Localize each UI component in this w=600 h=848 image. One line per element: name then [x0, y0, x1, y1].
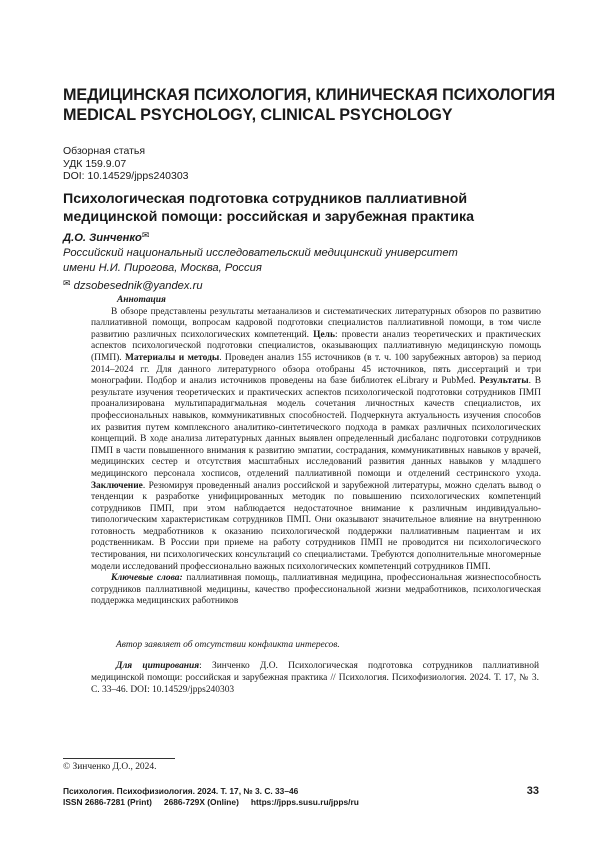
- conclusion-text: . Резюмируя проведенный анализ российской и зарубежной литературы, можно сделать вывод о тенденции к разработке унифицированных методик по повышению психологических компетенций сотрудников ПМП, при этом наблюдается недостаточное внимание к различным индивидуально-типологическим характеристикам сотрудников ПМП. Они оказывают значительное влияние на внутреннюю готовность медработников к оказанию психологической поддержки паллиативным пациентам и их родственникам. В России при приеме на работу сотрудников ПМП не проводится ни психологического тестирования, ни психологических консультаций со специалистами. Требуются дополнительные многомерные модели исследований профессионально важных психологических компетенций сотрудников ПМП.: [91, 481, 541, 572]
- conflict-statement: Автор заявляет об отсутствии конфликта интересов.: [116, 640, 340, 650]
- abstract: [91, 295, 541, 608]
- abstract-heading: Аннотация: [91, 295, 541, 307]
- page-footer: [63, 786, 539, 808]
- footnote-divider: [63, 758, 175, 759]
- results-text: . В результате изучения теоретических и практических аспектов психологической подготовки сотрудников ПМП проанализирована мультипарадигмальная модель сочетания личностных качеств специалистов, их профессиональных навыков, коммуникативных способностей. Подчеркнута актуальность изучения способов их развития путем комплексного аналитико-синтетического подхода в рамках различных психологических концепций. В ходе анализа литературных данных выявлен определенный дисбаланс подготовки сотрудников ПМП в части повышенного внимания к развитию эмпатии, сострадания, коммуникативных навыков у врачей, медицинских сестер и отсутствия масштабных исследований развития данных навыков у младшего медицинского персонала хосписов, отделений паллиативной помощи и отделений сестринского ухода.: [91, 376, 541, 479]
- conclusion-label: Заключение: [91, 481, 143, 491]
- article-meta: [63, 145, 189, 183]
- citation-label: Для цитирования: [116, 661, 199, 671]
- author-email[interactable]: dzsobesednik@yandex.ru: [74, 280, 203, 292]
- footer-url[interactable]: https://jpps.susu.ru/jpps/ru: [251, 797, 359, 807]
- envelope-icon: ✉: [142, 230, 150, 240]
- abstract-intro: В обзоре представлены результаты метаанализов и систематических литературных обзоров по развитию паллиативной помощи, вопросам кадровой подготовки специалистов паллиативной помощи, в том числе развитию различных психологических компетенций.: [91, 307, 541, 340]
- article-type: Обзорная статья: [63, 145, 189, 158]
- page-number: 33: [527, 786, 539, 797]
- doi: DOI: 10.14529/jpps240303: [63, 170, 189, 183]
- section-heading: [63, 86, 563, 125]
- author-block: [63, 228, 458, 294]
- author-name: Д.О. Зинченко: [63, 232, 142, 244]
- footer-issn-online: 2686-729X (Online): [164, 797, 239, 807]
- section-heading-en: MEDICAL PSYCHOLOGY, CLINICAL PSYCHOLOGY: [63, 106, 563, 126]
- section-heading-ru: МЕДИЦИНСКАЯ ПСИХОЛОГИЯ, КЛИНИЧЕСКАЯ ПСИХОЛОГИЯ: [63, 86, 563, 106]
- results-label: Результаты: [480, 376, 529, 386]
- keywords-label: Ключевые слова:: [111, 573, 183, 583]
- article-title: [63, 190, 543, 226]
- abstract-body: [91, 307, 541, 574]
- affiliation-line1: Российский национальный исследовательский медицинский университет: [63, 246, 458, 261]
- article-title-line1: Психологическая подготовка сотрудников паллиативной: [63, 190, 543, 208]
- footer-journal: Психология. Психофизиология. 2024. Т. 17, № 3. С. 33–46: [63, 786, 539, 797]
- citation-text: : Зинченко Д.О. Психологическая подготовка сотрудников паллиативной медицинской помощи: российская и зарубежная практика // Психология. Психофизиология. 2024. Т. 17, № 3. С. 33–46. DOI: 10.14529/jpps240303: [91, 661, 539, 695]
- keywords-text: паллиативная помощь, паллиативная медицина, профессиональная жизнеспособность сотрудников паллиативной медицины, качество профессиональной жизни медработников, психологическая поддержка медицинских работников: [91, 573, 541, 606]
- keywords: [91, 573, 541, 608]
- footer-issn-print: ISSN 2686-7281 (Print): [63, 797, 152, 807]
- aim-label: Цель: [313, 330, 335, 340]
- affiliation-line2: имени Н.И. Пирогова, Москва, Россия: [63, 261, 458, 276]
- citation: [91, 660, 539, 696]
- udc-code: УДК 159.9.07: [63, 158, 189, 171]
- article-title-line2: медицинской помощи: российская и зарубежная практика: [63, 208, 543, 226]
- methods-text: . Проведен анализ 155 источников (в т. ч. 100 зарубежных авторов) за период 2014–2024 гг. Для данного литературного обзора отобраны 45 источников, пять диссертаций и три монографии. Подбор и анализ источников проведены на базе библиотек eLibrary и PubMed.: [91, 353, 541, 386]
- copyright: © Зинченко Д.О., 2024.: [63, 762, 156, 772]
- envelope-icon: ✉: [63, 278, 71, 288]
- methods-label: Материалы и методы: [125, 353, 219, 363]
- aim-text: : провести анализ теоретических и практических аспектов психологической подготовки специалистов, оказывающих паллиативную медицинскую помощь (ПМП).: [91, 330, 541, 363]
